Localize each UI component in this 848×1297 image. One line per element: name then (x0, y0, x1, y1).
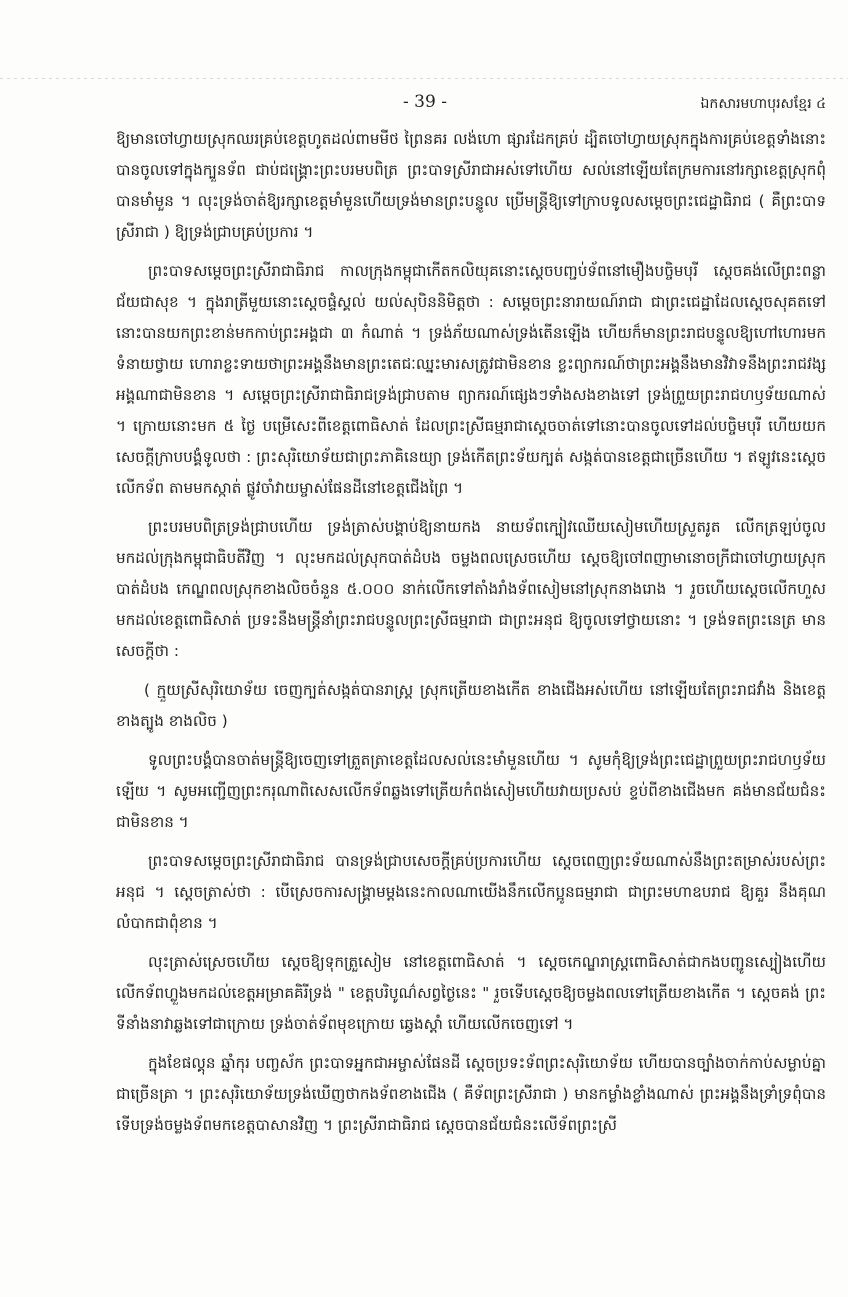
running-head: ឯកសារមហាបុរសខ្មែរ ៤ (700, 96, 826, 112)
page-number: - 39 - (403, 92, 447, 112)
quoted-message: ( ក្មួយស្រីសុរិយោទ័យ ចេញក្បត់សង្កត់បានរាស្ត្រ ស្រុកត្រើយខាងកើត ខាងជើងអស់ហើយ នៅឡើយតែព្រះរាជវាំង និងខេត្តខាងត្បូង ខាងលិច ) (116, 681, 826, 730)
paragraph: ព្រះបរមបពិត្រទ្រង់ជ្រាបហើយ ទ្រង់ត្រាស់បង្គាប់ឱ្យនាយកង នាយទ័ពក្បៀវឈើយសៀមហើយស្រួតរូត លើកត្រឡប់ចូលមកដល់ក្រុងកម្ពុជាធិបតីវិញ ។ លុះមកដល់ស្រុកបាត់ដំបង ចម្លងពលស្រេចហើយ ស្ដេចឱ្យចៅពញាមានោចក្រីជាចៅហ្វាយស្រុកបាត់ដំបង កេណ្ឌពលស្រុកខាងលិចចំនួន ៥.០០០ នាក់លើកទៅតាំងរាំងទ័ពសៀមនៅស្រុកនាងរោង ។ រួចហើយស្ដេចលើកហួសមកដល់ខេត្តពោធិសាត់ ប្រទះនឹងមន្ត្រីនាំព្រះរាជបន្ទូលព្រះស្រីធម្មរាជា ជាព្រះអនុជ ឱ្យចូលទៅថ្វាយនោះ ។ ទ្រង់ទតព្រះនេត្រ មានសេចក្ដីថា : (116, 518, 826, 660)
paragraph: លុះត្រាស់ស្រេចហើយ ស្ដេចឱ្យទុកត្រួសៀម នៅខេត្តពោធិសាត់ ។ ស្ដេចកេណ្ឌរាស្ត្រពោធិសាត់ជាកងបញ្ជូនស្បៀងហើយលើកទ័ពហ្លួងមកដល់ខេត្តអម្រាគគិរីទ្រង់ " ខេត្តបរិបូណ៌សព្វថ្ងៃនេះ " រួចទើបស្ដេចឱ្យចម្លងពលទៅត្រើយខាងកើត ។ ស្ដេចគង់ ព្រះទីនាំងនាវាឆ្លងទៅជាក្រោយ ទ្រង់ចាត់ទ័ពមុខក្រោយ ឆ្វេងស្ដាំ ហើយលើកចេញទៅ ។ (116, 953, 826, 1033)
scan-edge-line (0, 78, 848, 79)
paragraph: ទូលព្រះបង្គំបានចាត់មន្ត្រីឱ្យចេញទៅត្រួតត្រាខេត្តដែលសល់នេះមាំមួនហើយ ។ សូមកុំឱ្យទ្រង់ព្រះជេដ្ឋាព្រួយព្រះរាជហឫទ័យឡើយ ។ សូមអញ្ជើញព្រះករុណាពិសេសលើកទ័ពឆ្លងទៅត្រើយកំពង់សៀមហើយវាយប្រសប់ ខ្ទប់ពីខាងជើងមក គង់មានជ័យជំនះជាមិនខាន ។ (116, 751, 826, 831)
body-text (116, 124, 826, 1284)
paragraph: ក្នុងខែផល្គុន ឆ្នាំកុរ បញ្ចស័ក ព្រះបាទអ្នកជាអម្ចាស់ផែនដី ស្ដេចប្រទះទ័ពព្រះសុរិយោទ័យ ហើយបានច្បាំងចាក់កាប់សម្លាប់គ្នាជាច្រើនគ្រា ។ ព្រះសុរិយោទ័យទ្រង់ឃើញថាកងទ័ពខាងជើង ( គឺទ័ពព្រះស្រីរាជា ) មានកម្លាំងខ្លាំងណាស់ ព្រះអង្គនឹងទ្រាំទ្រពុំបាន ទើបទ្រង់ចម្លងទ័ពមកខេត្តបាសានវិញ ។ ព្រះស្រីរាជាធិរាជ ស្ដេចបានជ័យជំនះលើទ័ពព្រះស្រី (116, 1054, 826, 1134)
page-header (0, 92, 848, 120)
paragraph: ឱ្យមានចៅហ្វាយស្រុកឈរគ្រប់ខេត្តហូតដល់ពាមមីថ ព្រៃនគរ លង់ហោ ផ្សារដែកគ្រប់ ដ្បិតចៅហ្វាយស្រុកក្នុងការគ្រប់ខេត្តទាំងនោះបានចូលទៅក្នុងក្បួនទ័ព ជាប់ជង្គ្រោះព្រះបរមបពិត្រ ព្រះបាទស្រីរាជាអស់ទៅហើយ សល់នៅឡើយតែក្រមការនៅរក្សាខេត្តស្រុកពុំបានមាំមួន ។ លុះទ្រង់ចាត់ឱ្យរក្សាខេត្តមាំមួនហើយទ្រង់មានព្រះបន្ទូល ប្រើមន្ត្រីឱ្យទៅក្រាបទូលសម្ដេចព្រះជេដ្ឋាធិរាជ ( គឺព្រះបាទស្រីរាជា ) ឱ្យទ្រង់ជ្រាបគ្រប់ប្រការ ។ (116, 130, 826, 241)
paragraph: ព្រះបាទសម្ដេចព្រះស្រីរាជាធិរាជ កាលក្រុងកម្ពុជាកើតកលិយុគនោះស្ដេចបញ្ជប់ទ័ពនៅមឿងបច្ចិមបុរី ស្ដេចគង់លើព្រះពន្លាជ័យជាសុខ ។ ក្នុងរាត្រីមួយនោះស្ដេចផ្ទំស្គល់ យល់សុបិននិមិត្តថា : សម្ដេចព្រះនារាយណ៍រាជា ជាព្រះជេដ្ឋាដែលស្ដេចសុគតទៅនោះបានយកព្រះខាន់មកកាប់ព្រះអង្គជា ៣ កំណាត់ ។ ទ្រង់ភ័យណាស់ទ្រង់តើនឡើង ហើយក៏មានព្រះរាជបន្ទូលឱ្យហៅហោរមកទំនាយថ្វាយ ហោរាខ្លះទាយថាព្រះអង្គនឹងមានព្រះតេជៈឈ្នះមារសត្រូវជាមិនខាន ខ្លះព្យាករណ៍ថាព្រះអង្គនឹងមានវិវាទនឹងព្រះរាជវង្សអង្គណាជាមិនខាន ។ សម្ដេចព្រះស្រីរាជាធិរាជទ្រង់ជ្រាបតាម ព្យាករណ៍ផ្សេងៗទាំងសងខាងទៅ ទ្រង់ព្រួយព្រះរាជហឫទ័យណាស់ ។ ក្រោយនោះមក ៥ ថ្ងៃ បម្រើសេះពីខេត្តពោធិសាត់ ដែលព្រះស្រីធម្មរាជាស្ដេចចាត់ទៅនោះបានចូលទៅដល់បច្ចិមបុរី ហើយយកសេចក្ដីក្រាបបង្គំទូលថា : ព្រះសុរិយោទ័យជាព្រះភាគិនេយ្យា ទ្រង់កើតព្រះទ័យក្បត់ សង្កត់បានខេត្តជាច្រើនហើយ ។ ឥឡូវនេះស្ដេចលើកទ័ព តាមមកស្កាត់ ផ្លូវចាំវាយម្ចាស់ផែនដីនៅខេត្តជើងព្រៃ ។ (116, 262, 826, 497)
paragraph: ព្រះបាទសម្ដេចព្រះស្រីរាជាធិរាជ បានទ្រង់ជ្រាបសេចក្ដីគ្រប់ប្រការហើយ ស្ដេចពេញព្រះទ័យណាស់នឹងព្រះតម្រាស់របស់ព្រះអនុជ ។ ស្ដេចត្រាស់ថា : បើស្រេចការសង្គ្រាមម្ដងនេះកាលណាយើងនឹកលើកប្អូនធម្មរាជា ជាព្រះមហាឧបរាជ ឱ្យគួរ នឹងគុណលំបាកជាពុំខាន ។ (116, 852, 826, 932)
